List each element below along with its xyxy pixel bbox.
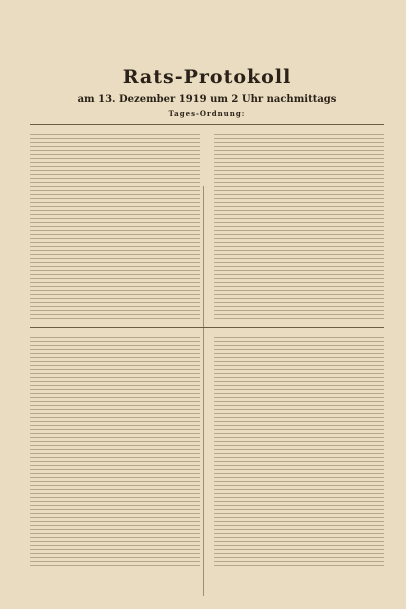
- section-divider: [30, 327, 384, 328]
- agenda-right-column: [214, 131, 384, 321]
- body-columns: [30, 334, 384, 569]
- document-title: Rats-Protokoll: [122, 66, 292, 88]
- header-rule: [30, 124, 384, 125]
- meeting-date: am 13. Dezember 1919 um 2 Uhr nachmittags: [77, 94, 337, 105]
- agenda-left-column: [30, 131, 200, 321]
- column-divider: [203, 186, 204, 596]
- agenda-heading: Tages-Ordnung:: [168, 109, 246, 118]
- attendance-column: [30, 334, 200, 569]
- minutes-column: [214, 334, 384, 569]
- agenda-columns: [30, 131, 384, 321]
